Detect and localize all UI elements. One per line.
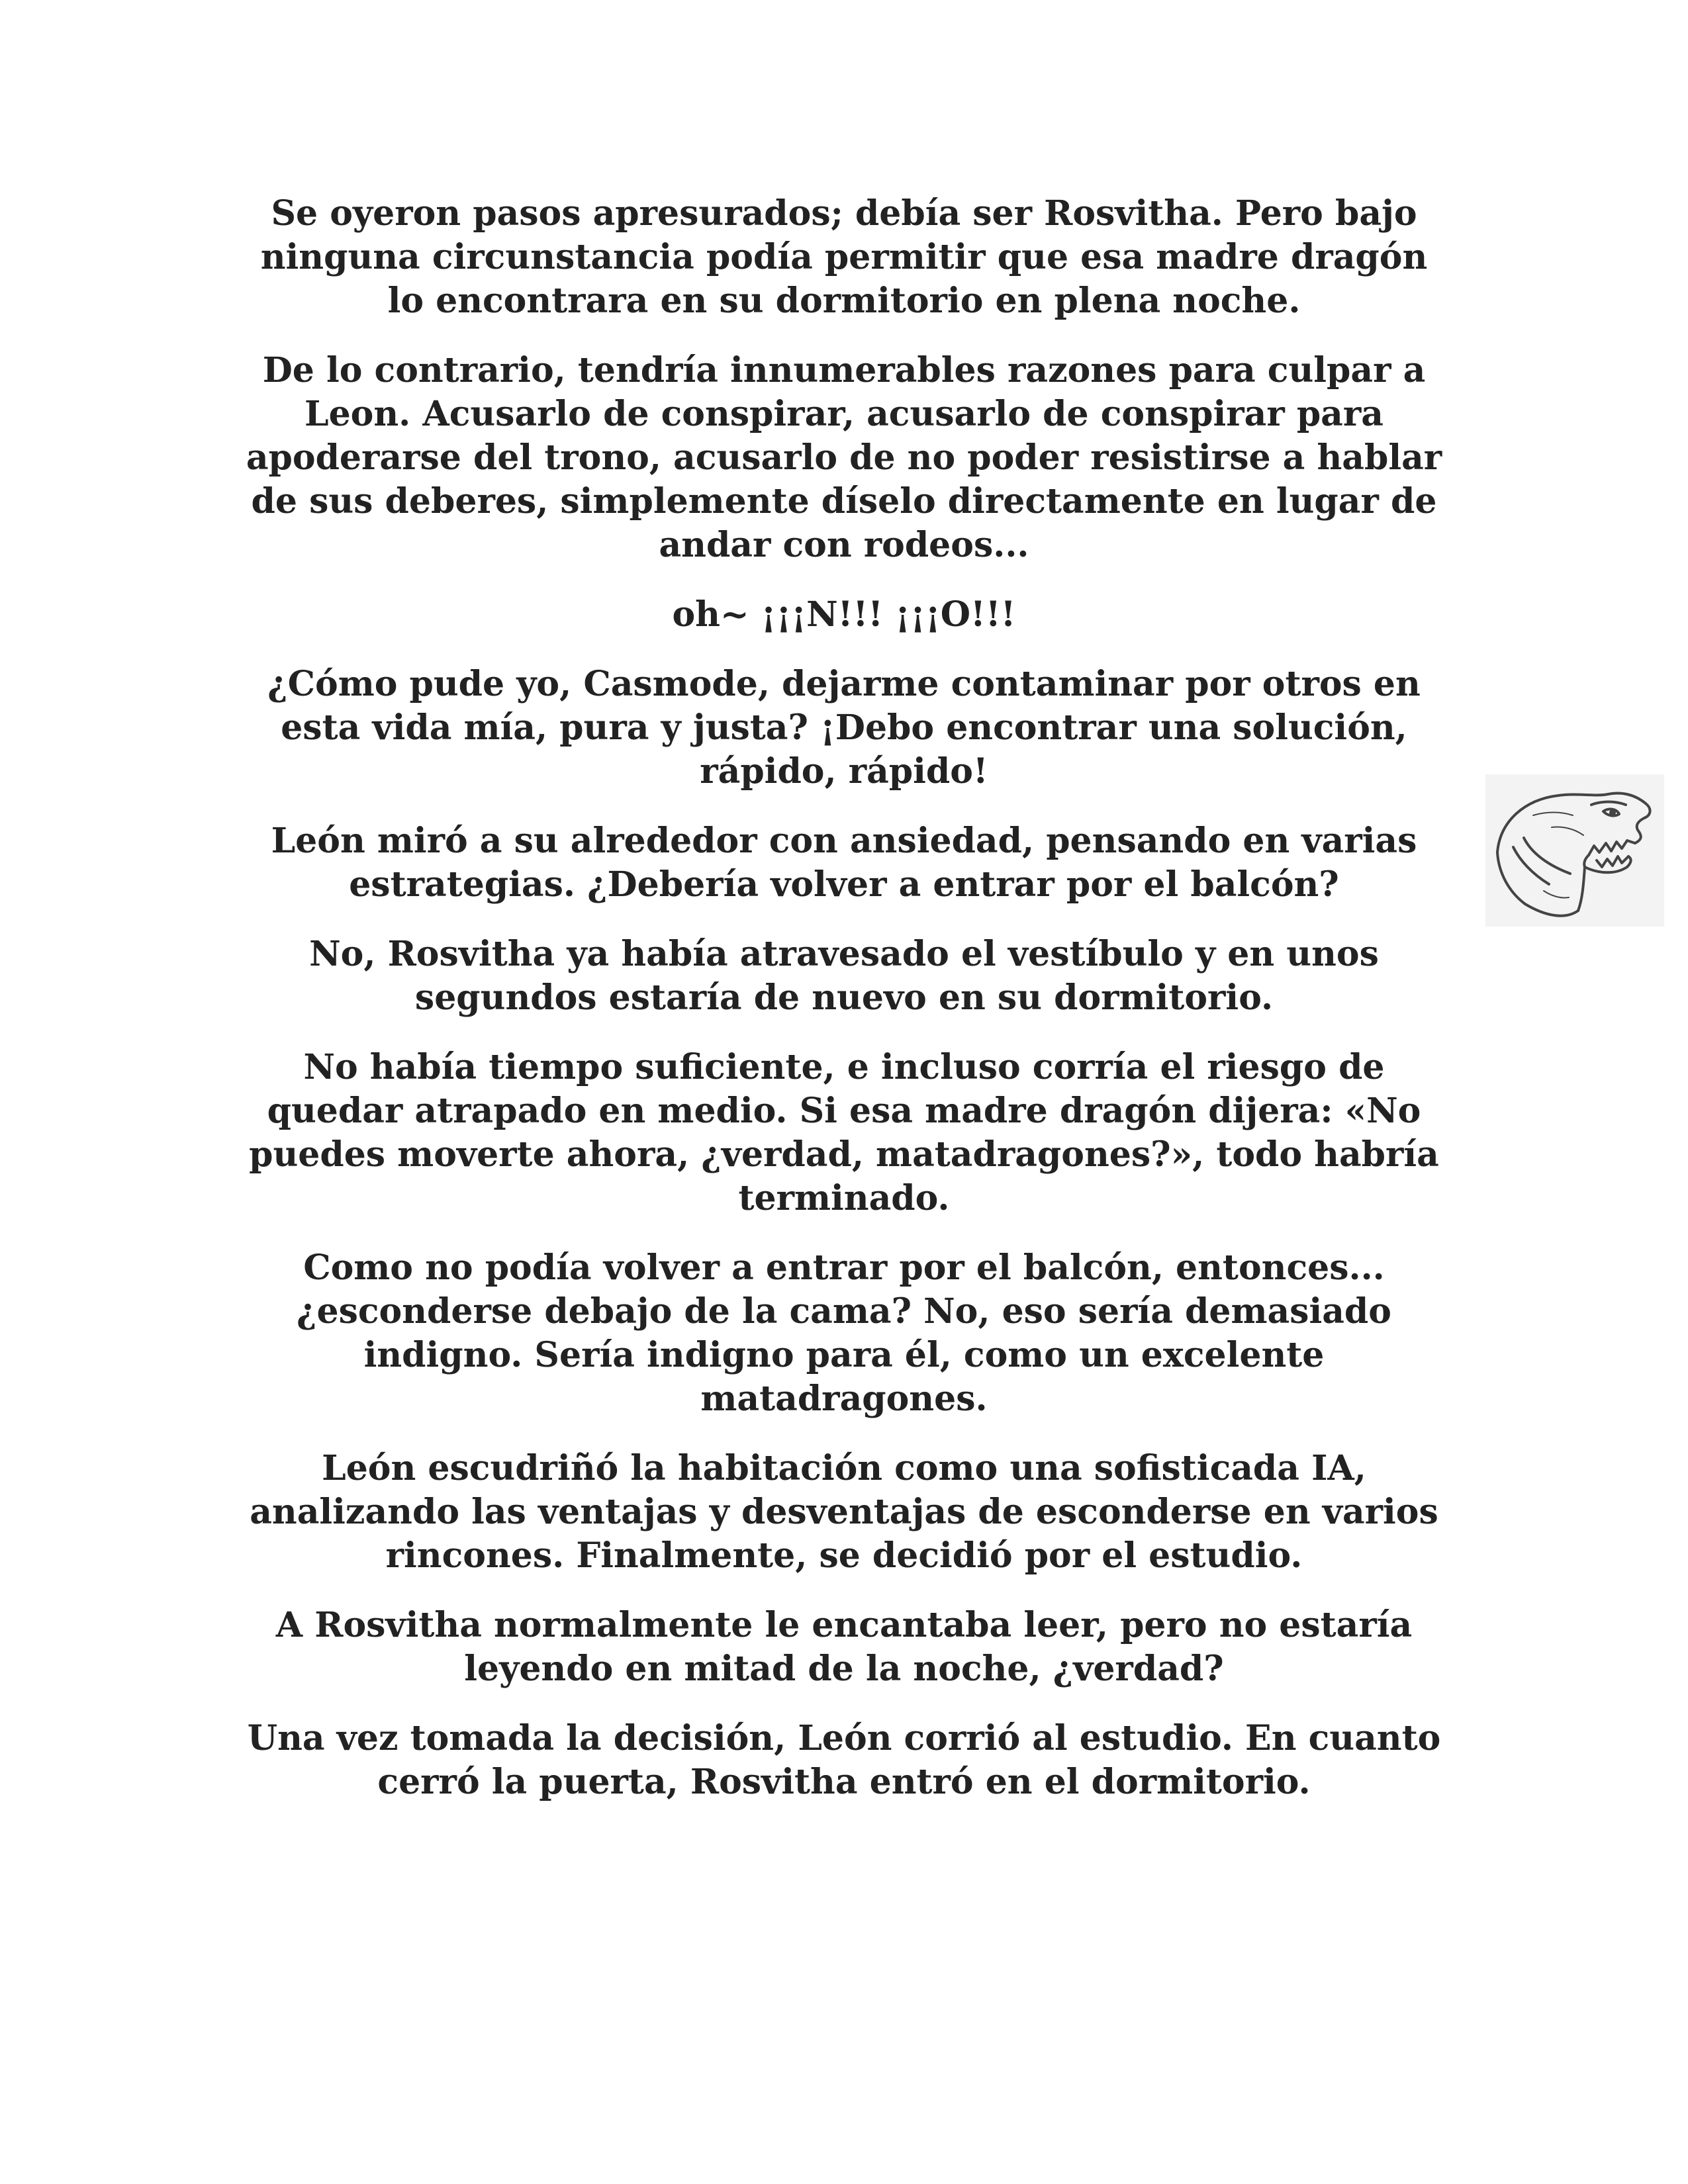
text-line: León escudriñó la habitación como una sofisticada IA, [322, 1448, 1366, 1488]
text-line: ¿esconderse debajo de la cama? No, eso sería demasiado [297, 1291, 1391, 1332]
text-line: esta vida mía, pura y justa? ¡Debo encontrar una solución, [281, 707, 1407, 748]
text-line: León miró a su alrededor con ansiedad, pensando en varias [271, 821, 1417, 861]
paragraph [199, 662, 1489, 794]
paragraph [199, 1717, 1489, 1804]
text-line: terminado. [738, 1178, 950, 1218]
text-line: cerró la puerta, Rosvitha entró en el dormitorio. [377, 1762, 1311, 1802]
text-line: Leon. Acusarlo de conspirar, acusarlo de conspirar para [305, 394, 1383, 434]
text-line: leyendo en mitad de la noche, ¿verdad? [464, 1649, 1224, 1689]
dinosaur-head-sketch-icon [1485, 774, 1664, 927]
text-line: analizando las ventajas y desventajas de esconderse en varios [250, 1492, 1438, 1532]
dinosaur-head-sketch-icon [1485, 774, 1664, 927]
text-line: No, Rosvitha ya había atravesado el vestíbulo y en unos [309, 934, 1379, 974]
paragraph [199, 1447, 1489, 1578]
paragraph [199, 1246, 1489, 1421]
paragraph [199, 593, 1489, 637]
text-line: De lo contrario, tendría innumerables razones para culpar a [262, 350, 1426, 390]
text-line: ¿Cómo pude yo, Casmode, dejarme contaminar por otros en [267, 664, 1421, 704]
text-line: rápido, rápido! [700, 751, 988, 792]
paragraph [199, 1046, 1489, 1220]
text-line: matadragones. [700, 1379, 988, 1419]
paragraph [199, 1604, 1489, 1691]
story-text [199, 192, 1489, 1830]
text-line: estrategias. ¿Debería volver a entrar por el balcón? [349, 864, 1339, 905]
text-line: segundos estaría de nuevo en su dormitorio. [414, 978, 1274, 1018]
text-line: de sus deberes, simplemente díselo directamente en lugar de [251, 481, 1437, 522]
text-line: No había tiempo suficiente, e incluso corría el riesgo de [303, 1047, 1385, 1087]
text-line: puedes moverte ahora, ¿verdad, matadragones?», todo habría [249, 1134, 1439, 1175]
paragraph [199, 933, 1489, 1020]
text-line: Se oyeron pasos apresurados; debía ser Rosvitha. Pero bajo [271, 193, 1417, 234]
text-line: quedar atrapado en medio. Si esa madre dragón dijera: «No [267, 1091, 1421, 1131]
text-line: ninguna circunstancia podía permitir que esa madre dragón [260, 237, 1428, 277]
text-line: Una vez tomada la decisión, León corrió al estudio. En cuanto [247, 1718, 1441, 1758]
text-line: A Rosvitha normalmente le encantaba leer, pero no estaría [275, 1605, 1413, 1645]
paragraph [199, 192, 1489, 323]
text-line: Como no podía volver a entrar por el balcón, entonces... [303, 1248, 1385, 1288]
text-line: apoderarse del trono, acusarlo de no poder resistirse a hablar [246, 437, 1442, 478]
text-line: oh~ ¡¡¡N!!! ¡¡¡O!!! [672, 594, 1016, 635]
text-line: rincones. Finalmente, se decidió por el estudio. [385, 1535, 1303, 1576]
paragraph [199, 349, 1489, 567]
text-line: lo encontrara en su dormitorio en plena noche. [387, 281, 1301, 321]
text-line: andar con rodeos... [659, 525, 1029, 565]
paragraph [199, 819, 1489, 907]
text-line: indigno. Sería indigno para él, como un excelente [363, 1335, 1325, 1375]
